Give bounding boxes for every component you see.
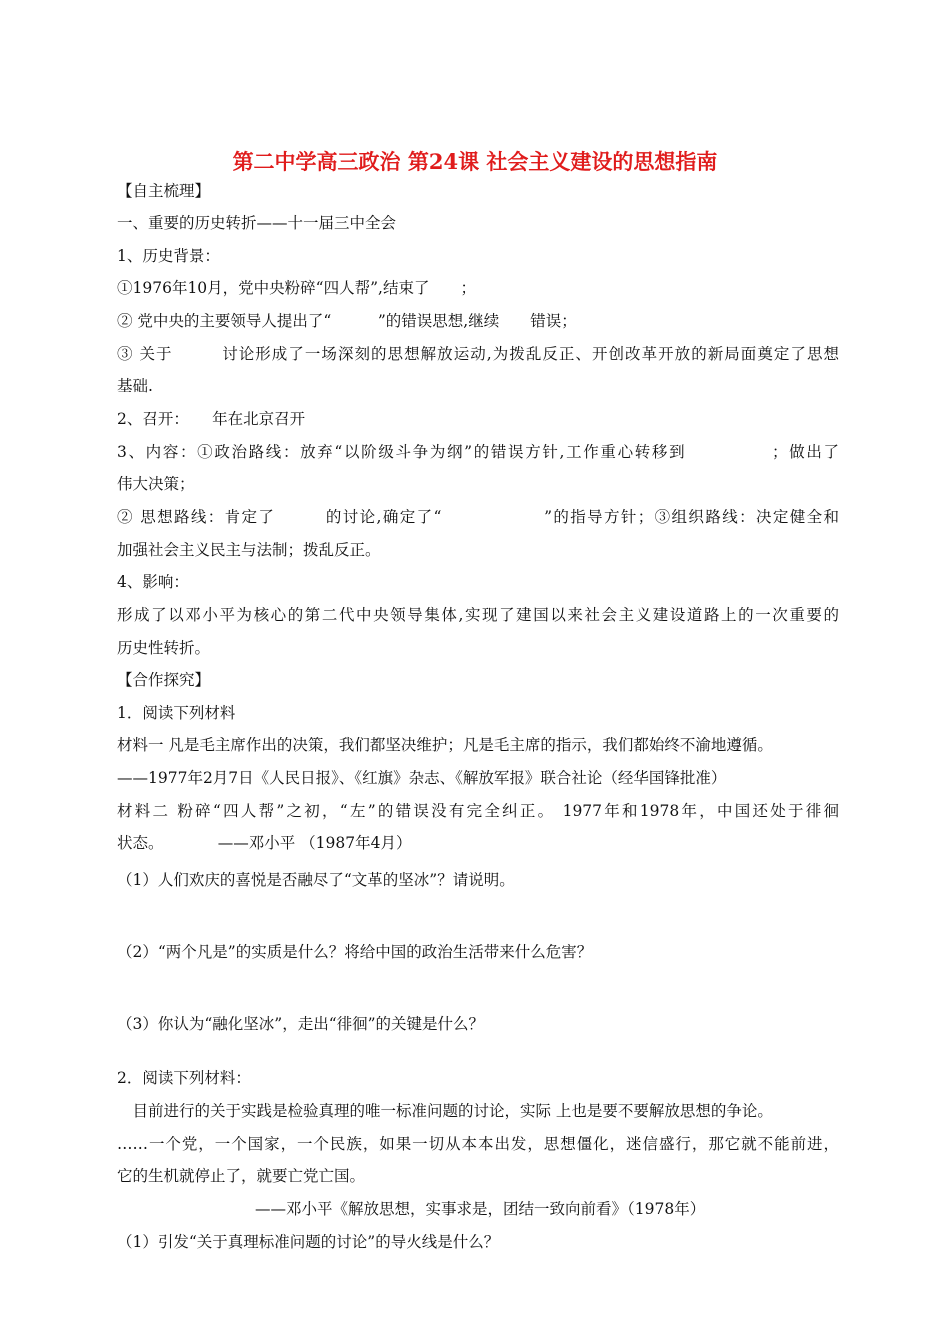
impact-label: 4、影响：: [117, 573, 189, 591]
page-title: 第二中学高三政治 第24课 社会主义建设的思想指南: [232, 149, 718, 174]
section-heading-self-review: 【自主梳理】: [117, 182, 211, 200]
impact-line-1: 形成了以邓小平为核心的第二代中央领导集体,实现了建国以来社会主义建设道路上的一次重要的: [117, 606, 839, 624]
background-item-2: ② 党中央的主要领导人提出了“ ”的错误思想,继续 错误；: [117, 312, 577, 330]
part-title: 一、重要的历史转折——十一届三中全会: [117, 214, 397, 232]
question-1-3: （3）你认为“融化坚冰”，走出“徘徊”的关键是什么？: [117, 1015, 485, 1033]
convene-line: 2、召开： 年在北京召开: [117, 410, 306, 428]
material-2: 材料二 粉碎“四人帮”之初，“左”的错误没有完全纠正。 1977年和1978年，中国还处于徘徊: [117, 802, 839, 820]
material-3: 目前进行的关于实践是检验真理的唯一标准问题的讨论，实际 上也是要不要解放思想的争论。: [117, 1102, 773, 1120]
content-line-4: 加强社会主义民主与法制；拨乱反正。: [117, 541, 381, 559]
content-line-1: 3、内容：①政治路线：放弃“以阶级斗争为纲”的错误方针,工作重心转移到 ；做出了: [117, 443, 839, 461]
impact-line-2: 历史性转折。: [117, 639, 211, 657]
material-1: 材料一 凡是毛主席作出的决策，我们都坚决维护；凡是毛主席的指示，我们都始终不渝地遵循。: [117, 736, 773, 754]
question-2-1: （1）引发“关于真理标准问题的讨论”的导火线是什么？: [117, 1233, 500, 1251]
background-label: 1、历史背景：: [117, 247, 220, 265]
material-2-cont: 状态。 ——邓小平 （1987年4月）: [117, 834, 412, 852]
content-line-2: 伟大决策；: [117, 475, 195, 493]
section-heading-cooperative: 【合作探究】: [117, 671, 211, 689]
background-item-1: ①1976年10月，党中央粉碎“四人帮”,结束了 ；: [117, 279, 476, 297]
question-1-1: （1）人们欢庆的喜悦是否融尽了“文革的坚冰”？请说明。: [117, 871, 515, 889]
content-line-3: ② 思想路线：肯定了 的讨论,确定了“ ”的指导方针；③组织路线：决定健全和: [117, 508, 839, 526]
question-1-2: （2）“两个凡是”的实质是什么？将给中国的政治生活带来什么危害？: [117, 943, 593, 961]
question-2-label: 2．阅读下列材料：: [117, 1069, 251, 1087]
material-3-line-3: 它的生机就停止了，就要亡党亡国。: [117, 1167, 366, 1185]
material-3-source: ——邓小平《解放思想，实事求是，团结一致向前看》（1978年）: [255, 1200, 706, 1218]
background-item-3-cont: 基础.: [117, 377, 153, 395]
question-1-label: 1．阅读下列材料: [117, 704, 236, 722]
material-1-source: ——1977年2月7日《人民日报》、《红旗》杂志、《解放军报》联合社论（经华国锋批准）: [117, 769, 727, 787]
background-item-3: ③ 关于 讨论形成了一场深刻的思想解放运动,为拨乱反正、开创改革开放的新局面奠定了思想: [117, 345, 839, 363]
material-3-line-2: ……一个党，一个国家，一个民族，如果一切从本本出发，思想僵化，迷信盛行，那它就不能前进，: [117, 1135, 839, 1153]
